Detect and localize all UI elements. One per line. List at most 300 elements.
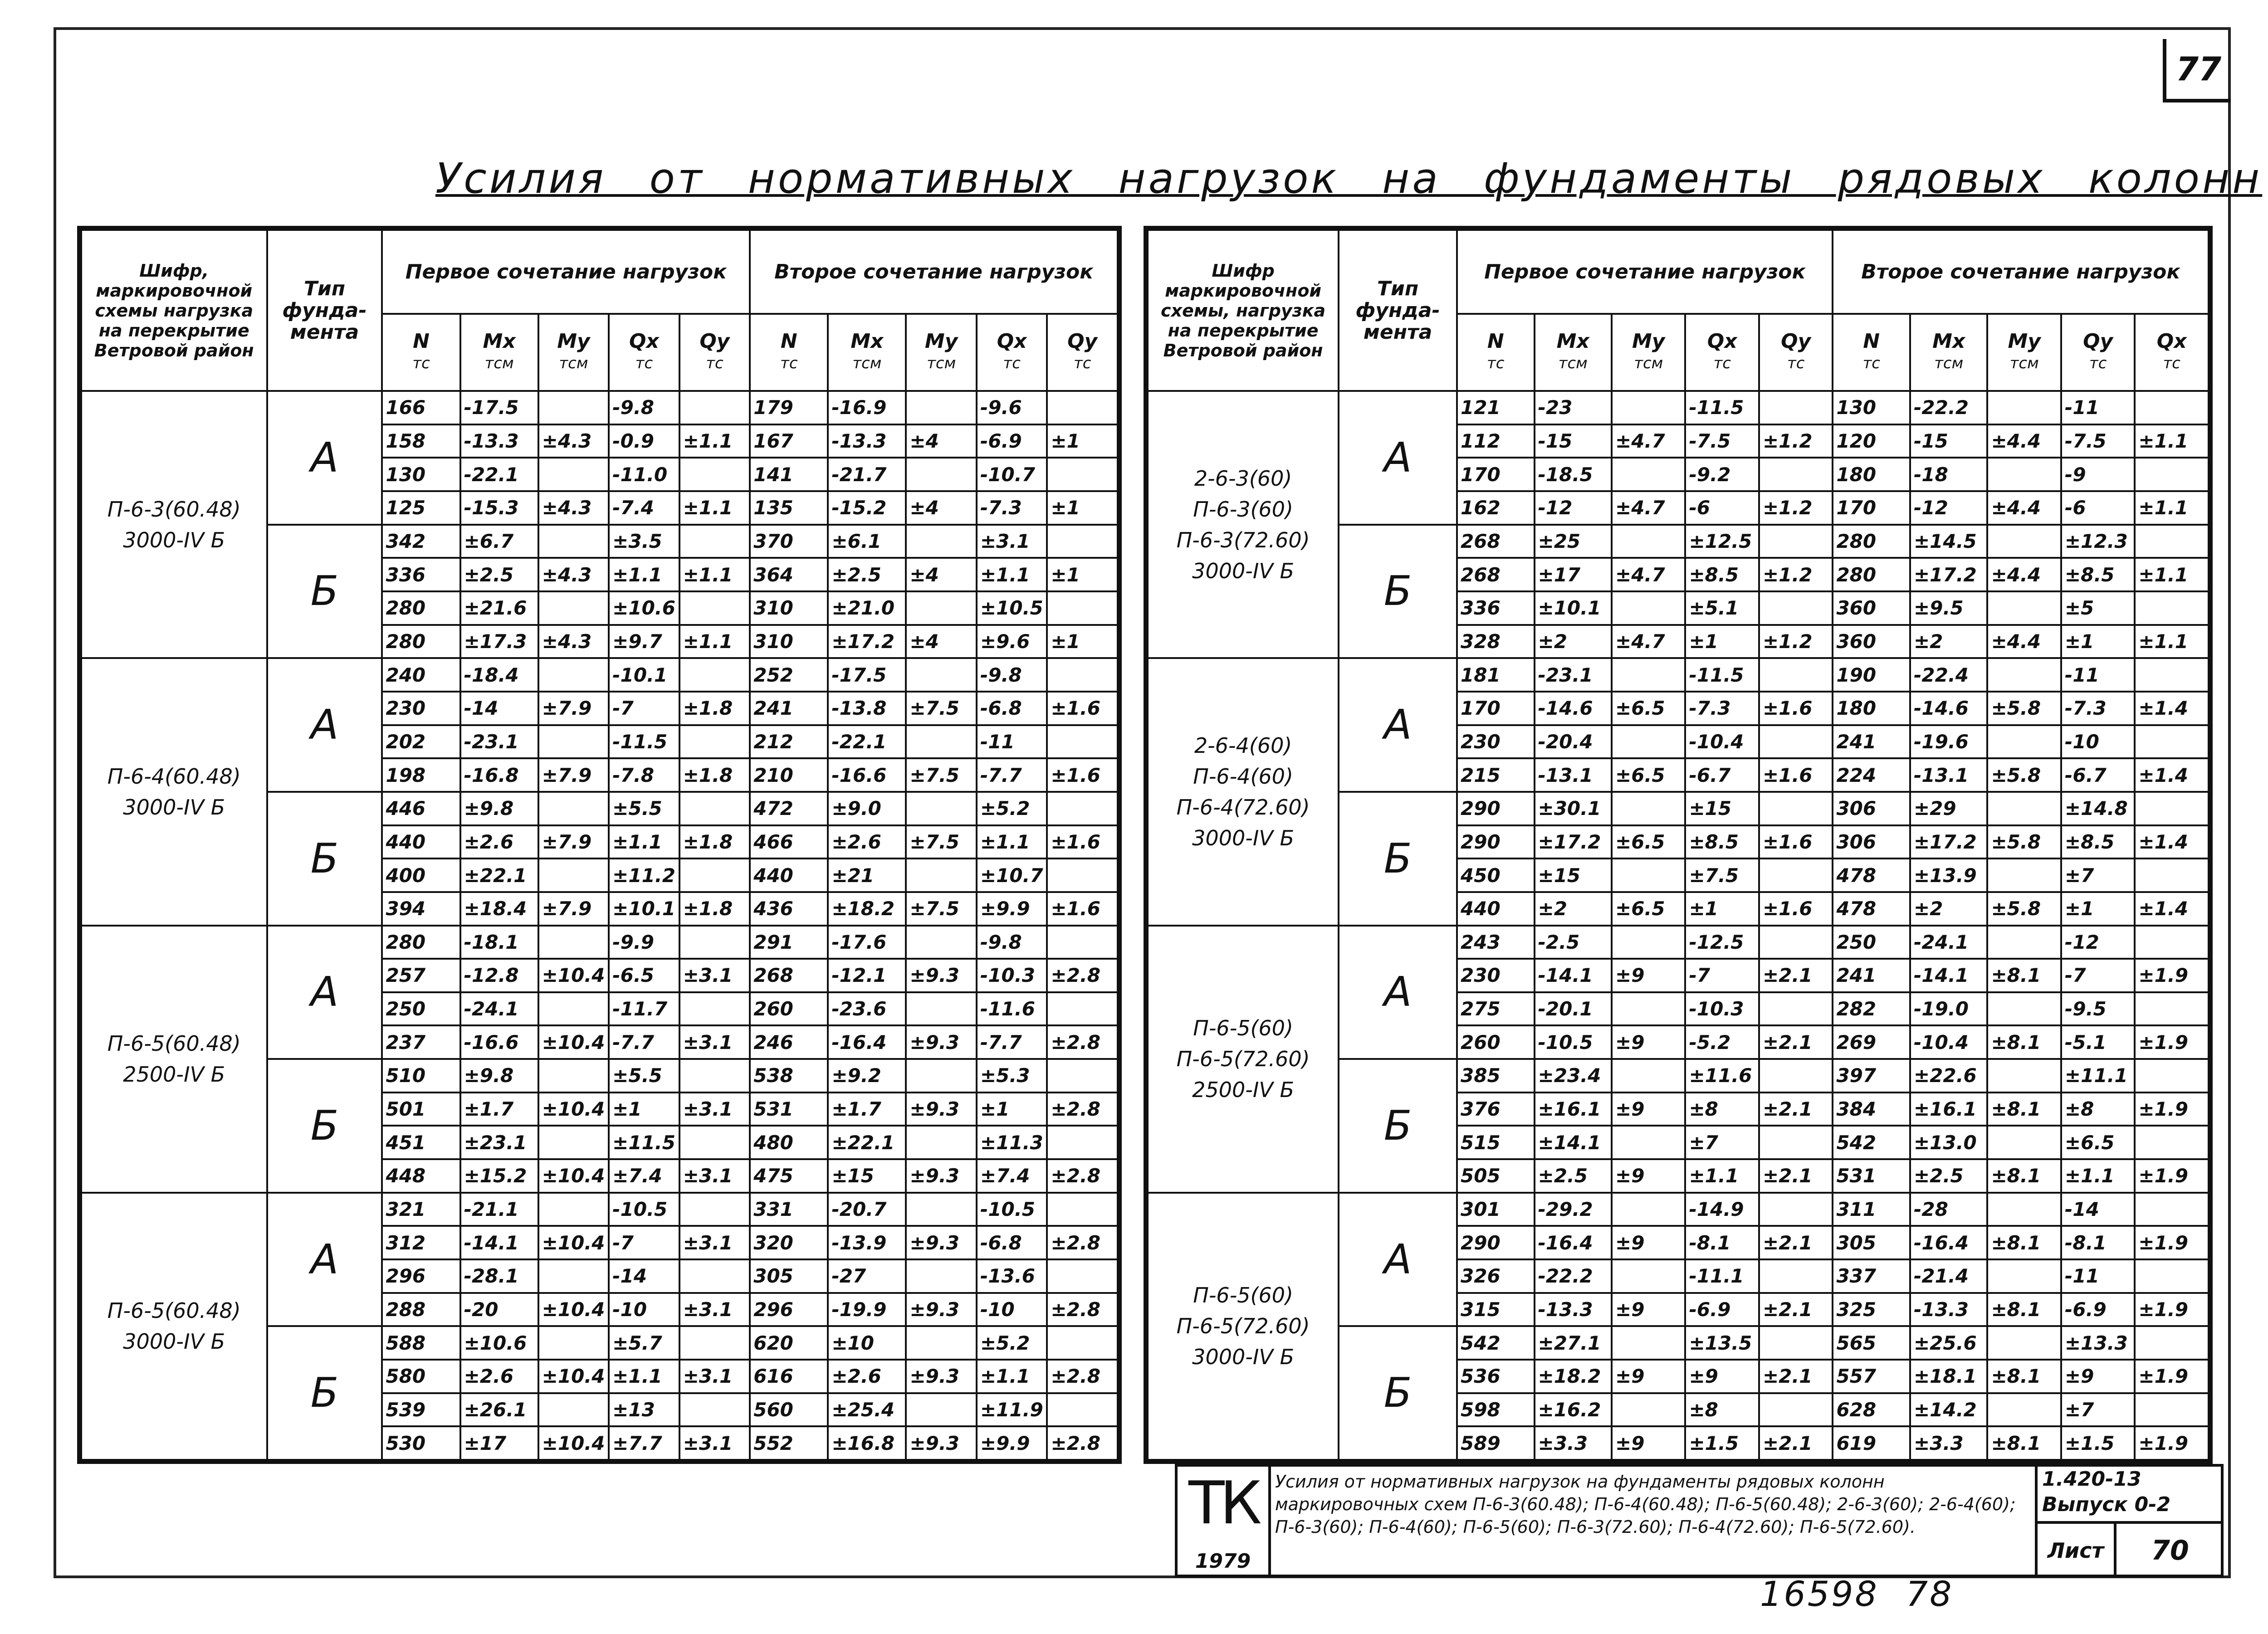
- table-cell: 252: [750, 658, 828, 692]
- table-cell: -17.5: [460, 391, 538, 424]
- table-cell: 260: [750, 992, 828, 1026]
- table-cell: [679, 926, 750, 959]
- table-cell: -7.3: [2061, 692, 2135, 725]
- table-cell: [1047, 1326, 1118, 1360]
- table-cell: ±17.2: [1910, 558, 1988, 591]
- table-cell: ±1.9: [2135, 1426, 2209, 1460]
- table-cell: -9.2: [1685, 458, 1759, 491]
- table-cell: ±3.1: [679, 1293, 750, 1327]
- table-cell: [1759, 1326, 1833, 1360]
- table-cell: 394: [382, 892, 460, 926]
- table-cell: -7.5: [2061, 424, 2135, 458]
- column-unit: тсм: [1634, 354, 1663, 372]
- table-cell: ±22.6: [1910, 1059, 1988, 1093]
- table-row: [1148, 658, 2209, 692]
- column-symbol: Qy: [1067, 330, 1098, 353]
- table-cell: 241: [1833, 725, 1910, 759]
- table-cell: [679, 525, 750, 558]
- table-cell: -18.5: [1535, 458, 1612, 491]
- table-cell: 210: [750, 758, 828, 792]
- table-cell: ±10.4: [538, 1360, 609, 1393]
- table-cell: [906, 1126, 977, 1159]
- table-cell: ±17.3: [460, 625, 538, 658]
- table-cell: 130: [382, 458, 460, 491]
- table-cell: ±2.1: [1759, 1293, 1833, 1327]
- first-combination-header: Первое сочетание нагрузок: [1457, 230, 1833, 314]
- column-symbol: N: [1863, 330, 1880, 353]
- table-cell: ±15: [1685, 792, 1759, 825]
- table-cell: ±6.1: [828, 525, 906, 558]
- table-cell: ±1.4: [2135, 758, 2209, 792]
- table-cell: [1047, 391, 1118, 424]
- table-cell: [1612, 1193, 1685, 1226]
- table-cell: ±1.1: [609, 558, 679, 591]
- table-cell: [1759, 1059, 1833, 1093]
- table-cell: 542: [1457, 1326, 1535, 1360]
- table-cell: 325: [1833, 1293, 1910, 1327]
- table-cell: 310: [750, 591, 828, 625]
- table-cell: [1047, 658, 1118, 692]
- table-cell: ±1.1: [2135, 491, 2209, 525]
- table-cell: [679, 792, 750, 825]
- table-cell: -13.8: [828, 692, 906, 725]
- table-cell: ±5.8: [1987, 892, 2061, 926]
- table-cell: [1612, 926, 1685, 959]
- table-cell: ±25.6: [1910, 1326, 1988, 1360]
- table-cell: ±15: [828, 1159, 906, 1193]
- table-cell: ±7.9: [538, 825, 609, 859]
- scheme-code: П-6-5(60) П-6-5(72.60) 3000-IV Б: [1148, 1193, 1339, 1460]
- table-cell: -0.9: [609, 424, 679, 458]
- table-cell: -6.9: [1685, 1293, 1759, 1327]
- table-cell: 336: [382, 558, 460, 591]
- table-cell: 112: [1457, 424, 1535, 458]
- table-cell: ±25.4: [828, 1393, 906, 1427]
- column-header: [1759, 314, 1833, 391]
- table-cell: 280: [382, 591, 460, 625]
- table-cell: ±9.0: [828, 792, 906, 825]
- table-cell: ±7.5: [906, 692, 977, 725]
- table-cell: ±10.4: [538, 1025, 609, 1059]
- table-cell: 162: [1457, 491, 1535, 525]
- table-cell: -21.4: [1910, 1259, 1988, 1293]
- table-cell: ±3.1: [679, 1360, 750, 1393]
- table-cell: [2135, 1326, 2209, 1360]
- table-cell: [1047, 858, 1118, 892]
- table-cell: -11.5: [609, 725, 679, 759]
- table-cell: [1612, 858, 1685, 892]
- table-cell: ±12.3: [2061, 525, 2135, 558]
- column-unit: тсм: [2009, 354, 2039, 372]
- page-number: 77: [2163, 39, 2231, 102]
- table-cell: -18.4: [460, 658, 538, 692]
- scheme-code: П-6-5(60) П-6-5(72.60) 2500-IV Б: [1148, 926, 1339, 1193]
- table-cell: ±11.1: [2061, 1059, 2135, 1093]
- table-cell: [1987, 725, 2061, 759]
- table-cell: ±9: [1612, 1159, 1685, 1193]
- table-cell: ±1.9: [2135, 1226, 2209, 1259]
- table-cell: 240: [382, 658, 460, 692]
- table-cell: [538, 926, 609, 959]
- table-cell: 280: [382, 625, 460, 658]
- shifr-header: Шифр маркировочной схемы, нагрузка на перекрытие Ветровой район: [1148, 230, 1339, 391]
- table-cell: 305: [750, 1259, 828, 1293]
- table-cell: [1759, 792, 1833, 825]
- table-cell: [679, 725, 750, 759]
- foundation-type: А: [267, 391, 382, 525]
- table-cell: -29.2: [1535, 1193, 1612, 1226]
- right-forces-table: [1144, 226, 2213, 1464]
- table-cell: ±2: [1910, 892, 1988, 926]
- table-cell: [1759, 591, 1833, 625]
- table-cell: ±3.5: [609, 525, 679, 558]
- table-cell: -10.3: [977, 959, 1047, 992]
- table-cell: ±1.6: [1047, 825, 1118, 859]
- table-cell: -18: [1910, 458, 1988, 491]
- table-cell: ±9: [2061, 1360, 2135, 1393]
- table-cell: 478: [1833, 858, 1910, 892]
- table-cell: 269: [1833, 1025, 1910, 1059]
- table-cell: 436: [750, 892, 828, 926]
- table-cell: [1612, 1259, 1685, 1293]
- table-cell: -19.9: [828, 1293, 906, 1327]
- table-cell: [1612, 525, 1685, 558]
- second-combination-header: Второе сочетание нагрузок: [750, 230, 1118, 314]
- table-cell: 250: [382, 992, 460, 1026]
- table-cell: ±18.4: [460, 892, 538, 926]
- table-cell: [2135, 858, 2209, 892]
- table-cell: 336: [1457, 591, 1535, 625]
- table-cell: -16.6: [828, 758, 906, 792]
- table-cell: ±7.9: [538, 758, 609, 792]
- foundation-type-header: Тип фунда- мента: [267, 230, 382, 391]
- table-cell: ±8.1: [1987, 1293, 2061, 1327]
- table-cell: -11.7: [609, 992, 679, 1026]
- table-cell: 170: [1833, 491, 1910, 525]
- column-unit: тсм: [927, 354, 956, 372]
- table-cell: ±8.1: [1987, 1426, 2061, 1460]
- table-cell: 246: [750, 1025, 828, 1059]
- series-code: [2035, 1467, 2224, 1524]
- table-cell: 542: [1833, 1126, 1910, 1159]
- column-header: [679, 314, 750, 391]
- table-row: [81, 1193, 1118, 1226]
- table-cell: -6.8: [977, 692, 1047, 725]
- table-cell: [906, 858, 977, 892]
- table-cell: ±2.8: [1047, 1159, 1118, 1193]
- table-cell: 619: [1833, 1426, 1910, 1460]
- table-cell: [538, 391, 609, 424]
- table-cell: ±1.2: [1759, 491, 1833, 525]
- table-cell: 515: [1457, 1126, 1535, 1159]
- table-cell: ±2.8: [1047, 1360, 1118, 1393]
- table-cell: ±2.8: [1047, 1426, 1118, 1460]
- foundation-type: А: [1339, 926, 1457, 1059]
- table-cell: [1759, 391, 1833, 424]
- table-cell: [1759, 525, 1833, 558]
- table-cell: ±26.1: [460, 1393, 538, 1427]
- table-cell: -6.5: [609, 959, 679, 992]
- table-cell: ±1: [1685, 625, 1759, 658]
- table-cell: ±7.7: [609, 1426, 679, 1460]
- table-cell: -16.4: [1535, 1226, 1612, 1259]
- table-cell: [1047, 525, 1118, 558]
- column-symbol: My: [2008, 330, 2041, 353]
- table-cell: 538: [750, 1059, 828, 1093]
- table-cell: -15.2: [828, 491, 906, 525]
- table-cell: ±14.5: [1910, 525, 1988, 558]
- table-cell: ±1.9: [2135, 1025, 2209, 1059]
- table-cell: [1987, 458, 2061, 491]
- table-cell: -16.4: [1910, 1226, 1988, 1259]
- table-cell: -23.1: [1535, 658, 1612, 692]
- table-cell: 616: [750, 1360, 828, 1393]
- table-cell: -9.5: [2061, 992, 2135, 1026]
- table-cell: [679, 1126, 750, 1159]
- table-cell: ±9.3: [906, 1426, 977, 1460]
- table-cell: 440: [1457, 892, 1535, 926]
- table-cell: 120: [1833, 424, 1910, 458]
- table-cell: [1987, 1126, 2061, 1159]
- table-cell: ±16.1: [1535, 1093, 1612, 1126]
- table-cell: ±4.3: [538, 491, 609, 525]
- series-line-2: Выпуск 0-2: [2042, 1493, 2171, 1516]
- table-cell: -13.3: [1910, 1293, 1988, 1327]
- table-cell: ±11.3: [977, 1126, 1047, 1159]
- column-header: [382, 314, 460, 391]
- column-symbol: Qx: [629, 330, 659, 353]
- inventory-code: 16598: [1760, 1574, 1879, 1614]
- table-cell: -28: [1910, 1193, 1988, 1226]
- table-cell: ±14.8: [2061, 792, 2135, 825]
- table-cell: -12: [1910, 491, 1988, 525]
- column-symbol: Mx: [1932, 330, 1965, 353]
- table-cell: ±9: [1685, 1360, 1759, 1393]
- table-cell: 230: [1457, 959, 1535, 992]
- table-cell: ±10.4: [538, 1159, 609, 1193]
- table-cell: ±1.6: [1047, 692, 1118, 725]
- table-cell: 440: [382, 825, 460, 859]
- table-cell: ±9.3: [906, 1025, 977, 1059]
- table-cell: 311: [1833, 1193, 1910, 1226]
- table-cell: 306: [1833, 825, 1910, 859]
- table-cell: ±4.7: [1612, 424, 1685, 458]
- table-cell: ±3.1: [679, 1159, 750, 1193]
- table-cell: ±1.9: [2135, 1360, 2209, 1393]
- table-cell: 268: [1457, 558, 1535, 591]
- table-cell: [1987, 525, 2061, 558]
- table-cell: -16.4: [828, 1025, 906, 1059]
- table-cell: 212: [750, 725, 828, 759]
- table-cell: ±9.3: [906, 1226, 977, 1259]
- table-cell: ±1.9: [2135, 1093, 2209, 1126]
- table-cell: ±5.8: [1987, 825, 2061, 859]
- table-cell: ±9.9: [977, 892, 1047, 926]
- table-cell: -14.9: [1685, 1193, 1759, 1226]
- table-cell: ±7.4: [609, 1159, 679, 1193]
- table-cell: ±17: [460, 1426, 538, 1460]
- table-cell: -7: [1685, 959, 1759, 992]
- table-cell: -12: [2061, 926, 2135, 959]
- table-cell: ±4.7: [1612, 491, 1685, 525]
- column-symbol: Mx: [1556, 330, 1589, 353]
- table-cell: 312: [382, 1226, 460, 1259]
- table-cell: [679, 1326, 750, 1360]
- table-cell: 282: [1833, 992, 1910, 1026]
- table-cell: 397: [1833, 1059, 1910, 1093]
- column-symbol: My: [924, 330, 958, 353]
- table-cell: [1047, 1259, 1118, 1293]
- table-cell: [906, 591, 977, 625]
- table-cell: -2.5: [1535, 926, 1612, 959]
- table-cell: [1759, 658, 1833, 692]
- foundation-type: Б: [267, 525, 382, 658]
- table-cell: ±7.9: [538, 692, 609, 725]
- table-cell: [1612, 725, 1685, 759]
- table-cell: ±2.5: [460, 558, 538, 591]
- table-cell: -14.6: [1535, 692, 1612, 725]
- table-cell: 580: [382, 1360, 460, 1393]
- table-cell: ±1.6: [1759, 892, 1833, 926]
- inventory-number: [1760, 1574, 1954, 1614]
- table-cell: -22.2: [1910, 391, 1988, 424]
- column-symbol: Qy: [699, 330, 730, 353]
- table-cell: 291: [750, 926, 828, 959]
- table-cell: -14: [460, 692, 538, 725]
- table-cell: ±18.2: [1535, 1360, 1612, 1393]
- table-cell: ±5: [2061, 591, 2135, 625]
- table-cell: 202: [382, 725, 460, 759]
- table-cell: 320: [750, 1226, 828, 1259]
- table-cell: [1612, 658, 1685, 692]
- table-cell: [906, 1059, 977, 1093]
- table-cell: -11.1: [1685, 1259, 1759, 1293]
- table-cell: ±7.9: [538, 892, 609, 926]
- table-cell: [538, 1059, 609, 1093]
- first-combination-header: Первое сочетание нагрузок: [382, 230, 750, 314]
- column-unit: тс: [412, 354, 430, 372]
- table-cell: [679, 1059, 750, 1093]
- table-cell: ±2.1: [1759, 1226, 1833, 1259]
- table-cell: [538, 1393, 609, 1427]
- table-cell: ±6.5: [1612, 825, 1685, 859]
- table-cell: ±5.3: [977, 1059, 1047, 1093]
- table-cell: [538, 591, 609, 625]
- table-cell: ±10.7: [977, 858, 1047, 892]
- table-cell: -21.1: [460, 1193, 538, 1226]
- table-cell: ±4.4: [1987, 424, 2061, 458]
- table-cell: ±14.1: [1535, 1126, 1612, 1159]
- table-cell: -22.2: [1535, 1259, 1612, 1293]
- table-cell: ±4.3: [538, 424, 609, 458]
- table-cell: -14: [609, 1259, 679, 1293]
- table-cell: -11: [977, 725, 1047, 759]
- table-cell: ±2.5: [1535, 1159, 1612, 1193]
- foundation-type: Б: [1339, 525, 1457, 658]
- table-cell: [1987, 858, 2061, 892]
- table-cell: ±4: [906, 491, 977, 525]
- table-cell: ±2.5: [828, 558, 906, 591]
- stamp-year: 1979: [1195, 1550, 1251, 1573]
- table-cell: -8.1: [1685, 1226, 1759, 1259]
- table-cell: ±2.1: [1759, 1159, 1833, 1193]
- sheet-label: Лист: [2035, 1524, 2116, 1577]
- table-cell: 230: [382, 692, 460, 725]
- table-cell: ±7.4: [977, 1159, 1047, 1193]
- table-cell: [1047, 1126, 1118, 1159]
- table-cell: ±17.2: [828, 625, 906, 658]
- table-cell: -27: [828, 1259, 906, 1293]
- table-cell: 288: [382, 1293, 460, 1327]
- foundation-type: А: [1339, 1193, 1457, 1327]
- table-cell: ±1: [1047, 558, 1118, 591]
- table-cell: 478: [1833, 892, 1910, 926]
- column-header: [1910, 314, 1988, 391]
- table-cell: [538, 792, 609, 825]
- table-cell: 552: [750, 1426, 828, 1460]
- table-cell: ±2.6: [828, 825, 906, 859]
- table-cell: 620: [750, 1326, 828, 1360]
- table-cell: 337: [1833, 1259, 1910, 1293]
- foundation-type: Б: [1339, 792, 1457, 926]
- foundation-type: А: [1339, 391, 1457, 525]
- table-cell: ±9.6: [977, 625, 1047, 658]
- table-cell: [2135, 658, 2209, 692]
- table-cell: [906, 926, 977, 959]
- table-cell: ±9.5: [1910, 591, 1988, 625]
- table-cell: [1612, 1326, 1685, 1360]
- table-cell: -17.6: [828, 926, 906, 959]
- table-cell: [2135, 591, 2209, 625]
- table-cell: 598: [1457, 1393, 1535, 1427]
- table-cell: ±7.5: [1685, 858, 1759, 892]
- table-cell: ±1.8: [679, 825, 750, 859]
- table-cell: ±17.2: [1910, 825, 1988, 859]
- table-cell: -6.8: [977, 1226, 1047, 1259]
- table-cell: 450: [1457, 858, 1535, 892]
- table-cell: -18.1: [460, 926, 538, 959]
- title-block: [1175, 1464, 2224, 1577]
- table-cell: ±13: [609, 1393, 679, 1427]
- table-cell: ±8.5: [2061, 558, 2135, 591]
- table-cell: ±2.6: [460, 825, 538, 859]
- table-cell: ±8.1: [1987, 1093, 2061, 1126]
- table-cell: 296: [382, 1259, 460, 1293]
- table-cell: ±10.1: [609, 892, 679, 926]
- table-cell: ±13.0: [1910, 1126, 1988, 1159]
- table-cell: [1047, 591, 1118, 625]
- table-cell: [1047, 992, 1118, 1026]
- table-cell: 296: [750, 1293, 828, 1327]
- table-cell: -20: [460, 1293, 538, 1327]
- column-header: [828, 314, 906, 391]
- table-cell: [1987, 1259, 2061, 1293]
- table-cell: -5.2: [1685, 1025, 1759, 1059]
- table-cell: [538, 992, 609, 1026]
- table-cell: ±3.1: [679, 1426, 750, 1460]
- table-cell: ±1.2: [1759, 625, 1833, 658]
- table-cell: ±8.5: [1685, 558, 1759, 591]
- table-cell: ±10.5: [977, 591, 1047, 625]
- column-symbol: Qy: [2083, 330, 2113, 353]
- column-symbol: My: [557, 330, 590, 353]
- table-cell: 230: [1457, 725, 1535, 759]
- foundation-type-header: Тип фунда- мента: [1339, 230, 1457, 391]
- table-cell: ±1.5: [1685, 1426, 1759, 1460]
- table-cell: ±9.3: [906, 1093, 977, 1126]
- table-cell: 364: [750, 558, 828, 591]
- table-cell: -13.3: [828, 424, 906, 458]
